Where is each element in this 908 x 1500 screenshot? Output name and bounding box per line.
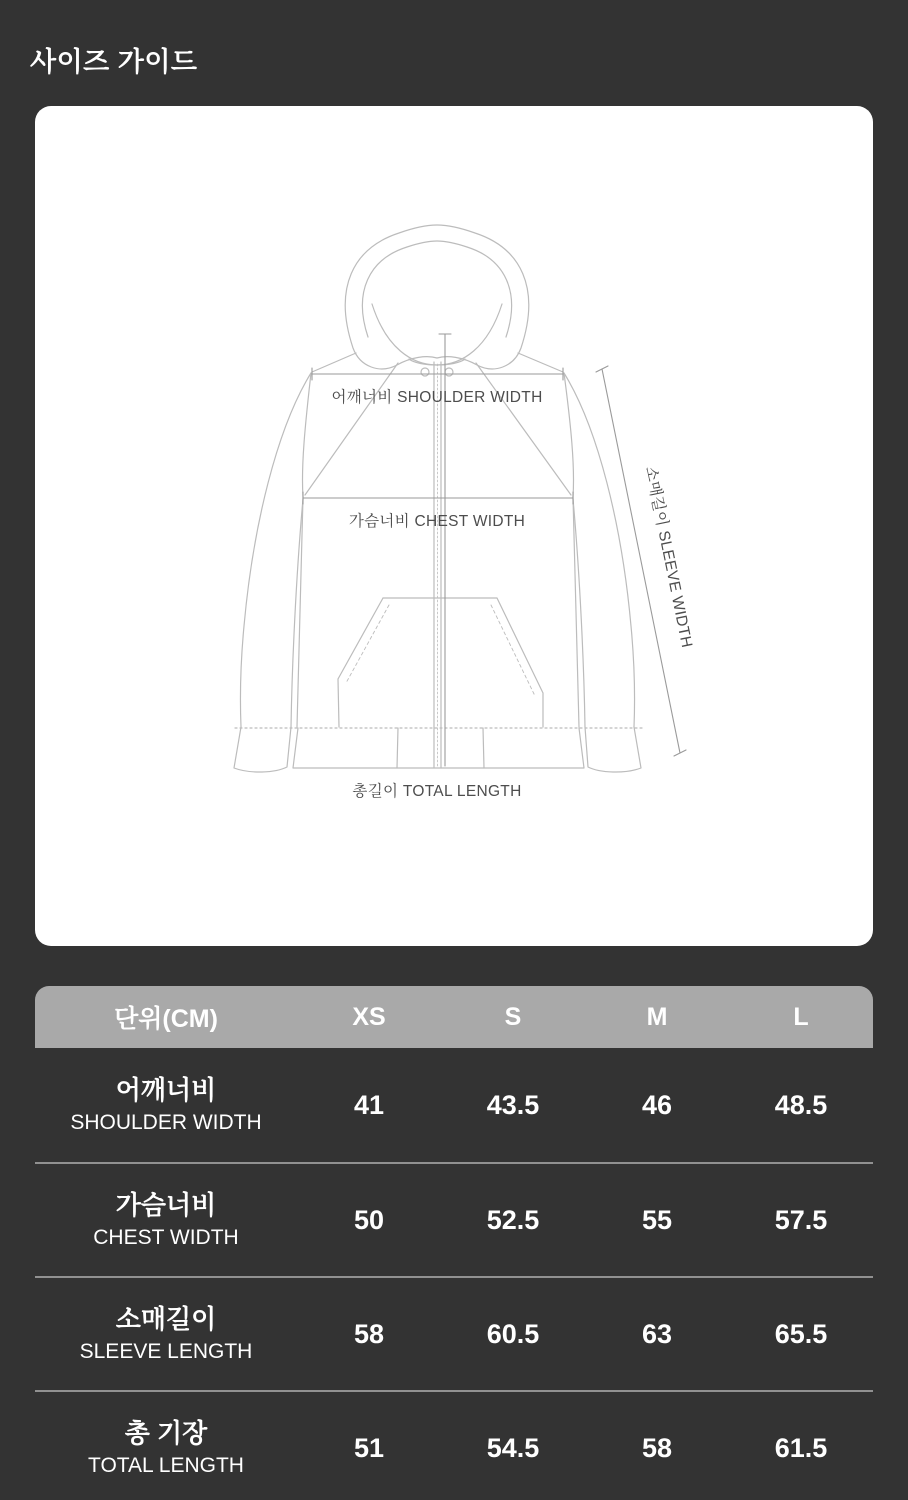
sleeve-outer-left: [240, 373, 311, 727]
size-table-header: [35, 986, 873, 1048]
size-header-xs: XS: [352, 1002, 386, 1031]
size-table: [35, 986, 873, 1500]
row-label-korean: 소매길이: [115, 1304, 217, 1335]
value-cell: 63: [641, 1318, 673, 1349]
drawcord-eyelet-right: [445, 368, 453, 376]
table-row-shoulder-width: [35, 1048, 873, 1162]
size-guide-card: [35, 106, 873, 946]
value-cell: 57.5: [774, 1204, 828, 1235]
value-cell: 41: [353, 1089, 385, 1120]
value-cell: 60.5: [486, 1318, 540, 1349]
hood-interior-line: [372, 304, 502, 365]
value-cell: 65.5: [774, 1318, 828, 1349]
row-label-english: TOTAL LENGTH: [88, 1453, 244, 1477]
value-cell: 50: [353, 1204, 385, 1235]
raglan-seam-left: [305, 363, 398, 495]
shoulder-width-label: 어깨너비 SHOULDER WIDTH: [331, 389, 543, 406]
pocket-outline-left: [338, 598, 383, 727]
value-cell: 48.5: [774, 1089, 828, 1120]
row-label-english: SLEEVE LENGTH: [79, 1339, 253, 1363]
row-label-english: CHEST WIDTH: [93, 1225, 239, 1249]
pocket-outline-right: [383, 598, 543, 727]
sleeve-inner-right: [573, 499, 585, 727]
pocket-stitch-left: [346, 605, 389, 683]
row-label: [35, 1189, 297, 1251]
size-header-m: M: [646, 1002, 668, 1031]
value-cell: 55: [641, 1204, 673, 1235]
hem-band: [293, 728, 584, 768]
unit-header-cell: 단위(CM): [114, 1005, 218, 1033]
row-label-korean: 총 기장: [124, 1418, 208, 1449]
hood-rim-line: [362, 241, 511, 337]
row-label: [35, 1074, 297, 1136]
drawcord-eyelet-left: [421, 368, 429, 376]
value-cell: 58: [641, 1432, 673, 1463]
row-label-korean: 어깨너비: [115, 1075, 217, 1106]
size-header-s: S: [504, 1002, 522, 1031]
cuff-right: [585, 727, 641, 772]
raglan-seam-right: [476, 363, 571, 495]
hoodie-technical-drawing: [35, 106, 873, 946]
size-header-l: L: [793, 1002, 809, 1031]
row-label-korean: 가슴너비: [115, 1190, 217, 1221]
table-row-chest-width: [35, 1162, 873, 1276]
value-cell: 46: [641, 1089, 673, 1120]
chest-width-label: 가슴너비 CHEST WIDTH: [348, 513, 526, 530]
value-cell: 51: [353, 1432, 385, 1463]
cuff-left: [234, 727, 291, 772]
table-row-sleeve-length: [35, 1276, 873, 1390]
value-cell: 43.5: [486, 1089, 540, 1120]
value-cell: 54.5: [486, 1432, 540, 1463]
total-length-label: 총길이 TOTAL LENGTH: [352, 783, 522, 800]
row-label: [35, 1303, 297, 1365]
table-row-total-length: [35, 1390, 873, 1500]
hood-outline: [345, 225, 528, 369]
row-label: [35, 1417, 297, 1479]
value-cell: 61.5: [774, 1432, 828, 1463]
value-cell: 52.5: [486, 1204, 540, 1235]
sleeve-length-label: 소매길이 SLEEVE WIDTH: [641, 464, 696, 650]
pocket-stitch-right: [491, 605, 535, 696]
sleeve-inner-left: [291, 499, 303, 727]
value-cell: 58: [353, 1318, 385, 1349]
page-title: 사이즈 가이드: [30, 47, 198, 77]
row-label-english: SHOULDER WIDTH: [70, 1110, 262, 1134]
